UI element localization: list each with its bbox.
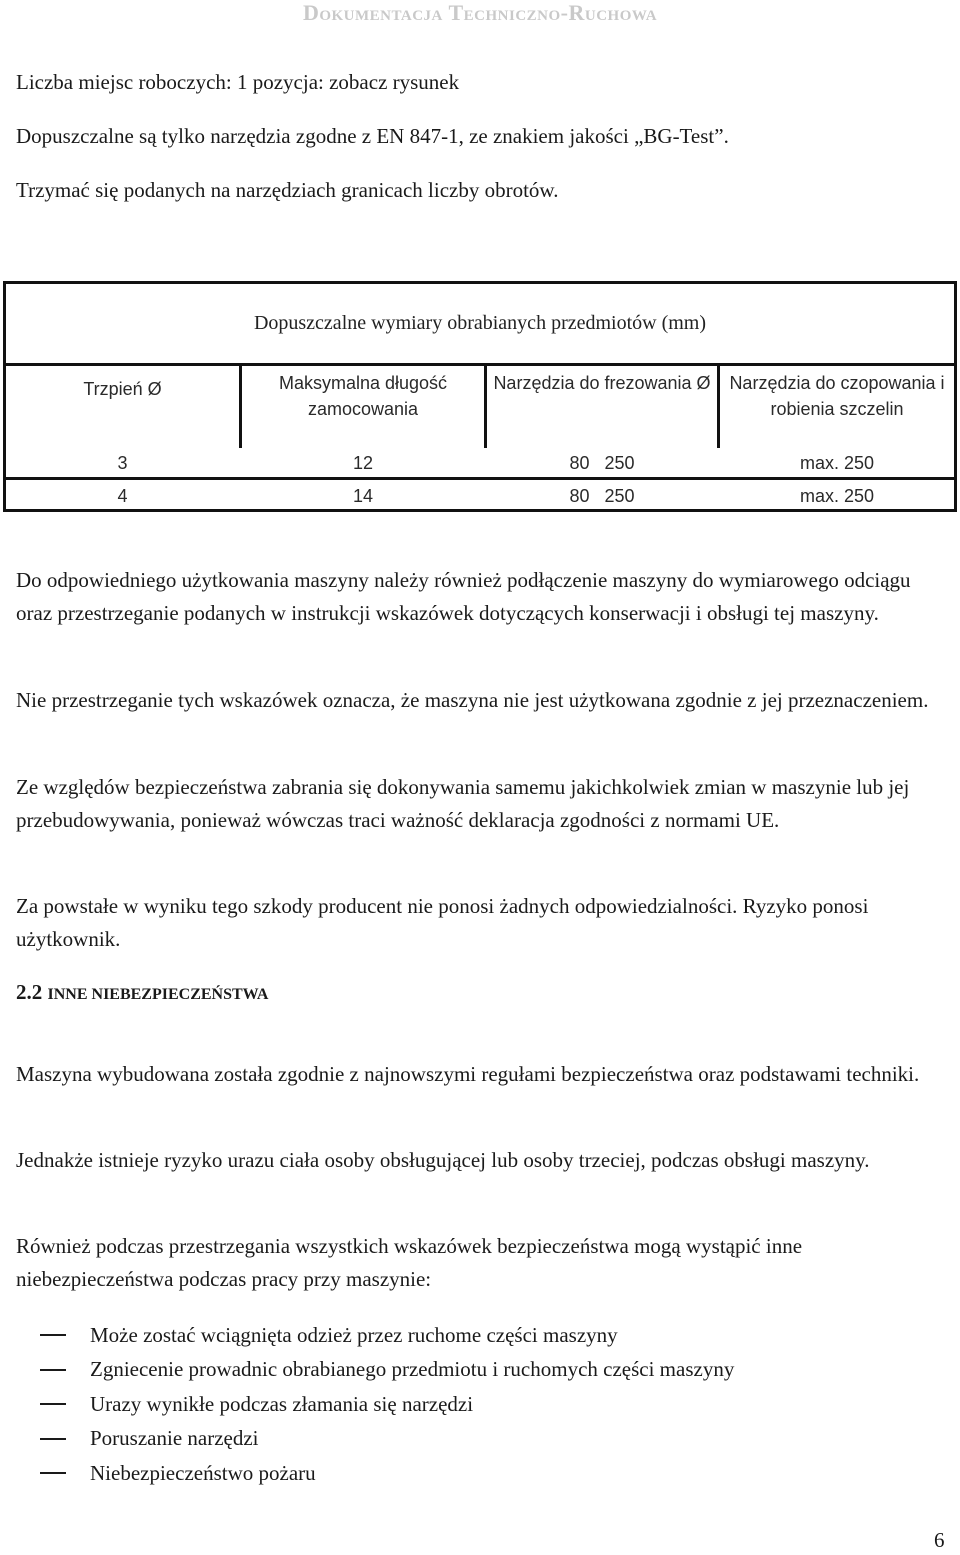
paragraph-injury-risk: Jednakże istnieje ryzyko urazu ciała osoby obsługującej lub osoby trzeciej, podczas obsługi maszyny. (16, 1148, 870, 1172)
hazard-list (40, 1318, 734, 1491)
hazard-text: Może zostać wciągnięta odzież przez ruchome części maszyny (90, 1322, 618, 1347)
table-cell: 12 (352, 453, 374, 473)
section-title: INNE NIEBEZPIECZEŃSTWA (47, 986, 269, 1003)
table-caption: Dopuszczalne wymiary obrabianych przedmiotów (mm) (6, 284, 954, 366)
paragraph-proper-use: Do odpowiedniego użytkowania maszyny należy również podłączenie maszyny do wymiarowego odciągu oraz przestrzeganie podanych w instrukcji wskazówek dotyczących konserwacji i obsługi tej maszyny. (16, 568, 911, 625)
table-cell: max. 250 (799, 486, 875, 506)
dash-bullet-icon (40, 1403, 66, 1405)
dash-bullet-icon (40, 1369, 66, 1371)
table-cell: 4 (117, 486, 128, 506)
header-max-clamping-length: Maksymalna długość zamocowania (278, 373, 448, 419)
list-item (40, 1456, 734, 1491)
paragraph-residual-hazards: Również podczas przestrzegania wszystkich wskazówek bezpieczeństwa mogą wystąpić inne niebezpieczeństwa podczas pracy przy maszynie: (16, 1234, 803, 1291)
hazard-text: Zgniecenie prowadnic obrabianego przedmiotu i ruchomych części maszyny (90, 1357, 735, 1382)
intro-tools-standard: Dopuszczalne są tylko narzędzia zgodne z EN 847-1, ze znakiem jakości „BG-Test”. (16, 124, 729, 148)
header-tenoning-tools: Narzędzia do czopowania i robienia szczelin (729, 373, 945, 419)
hazard-text: Poruszanie narzędzi (90, 1426, 259, 1451)
table-cell: 80 250 (569, 453, 635, 473)
list-item (40, 1318, 734, 1353)
header-milling-tools: Narzędzia do frezowania Ø (493, 373, 711, 393)
paragraph-liability: Za powstałe w wyniku tego szkody producent nie ponosi żadnych odpowiedzialności. Ryzyko ponosi użytkownik. (16, 894, 869, 951)
dash-bullet-icon (40, 1438, 66, 1440)
hazard-text: Urazy wynikłe podczas złamania się narzędzi (90, 1391, 474, 1416)
page-number: 6 (934, 1528, 945, 1552)
paragraph-noncompliance: Nie przestrzeganie tych wskazówek oznacza, że maszyna nie jest użytkowana zgodnie z jej przeznaczeniem. (16, 688, 929, 712)
intro-workplaces: Liczba miejsc roboczych: 1 pozycja: zobacz rysunek (16, 70, 460, 94)
dimensions-table (3, 281, 957, 512)
list-item (40, 1422, 734, 1457)
paragraph-built-to-rules: Maszyna wybudowana została zgodnie z najnowszymi regułami bezpieczeństwa oraz podstawami techniki. (16, 1062, 920, 1086)
table-cell: 14 (352, 486, 374, 506)
list-item (40, 1353, 734, 1388)
section-heading (16, 980, 268, 1005)
intro-rpm-limits: Trzymać się podanych na narzędziach granicach liczby obrotów. (16, 178, 559, 202)
table-cell: max. 250 (799, 453, 875, 473)
table-cell: 3 (117, 453, 128, 473)
table-row-divider (6, 477, 954, 480)
hazard-text: Niebezpieczeństwo pożaru (90, 1460, 316, 1485)
list-item (40, 1387, 734, 1422)
paragraph-no-modifications: Ze względów bezpieczeństwa zabrania się dokonywania samemu jakichkolwiek zmian w maszynie lub jej przebudowywania, ponieważ wówczas traci ważność deklaracja zgodności z normami UE. (16, 775, 910, 832)
section-number: 2.2 (16, 980, 43, 1004)
dash-bullet-icon (40, 1472, 66, 1474)
dash-bullet-icon (40, 1334, 66, 1336)
document-header: Dokumentacja Techniczno-Ruchowa (302, 0, 658, 25)
header-arbor-diameter: Trzpień Ø (83, 379, 162, 399)
table-cell: 80 250 (569, 486, 635, 506)
